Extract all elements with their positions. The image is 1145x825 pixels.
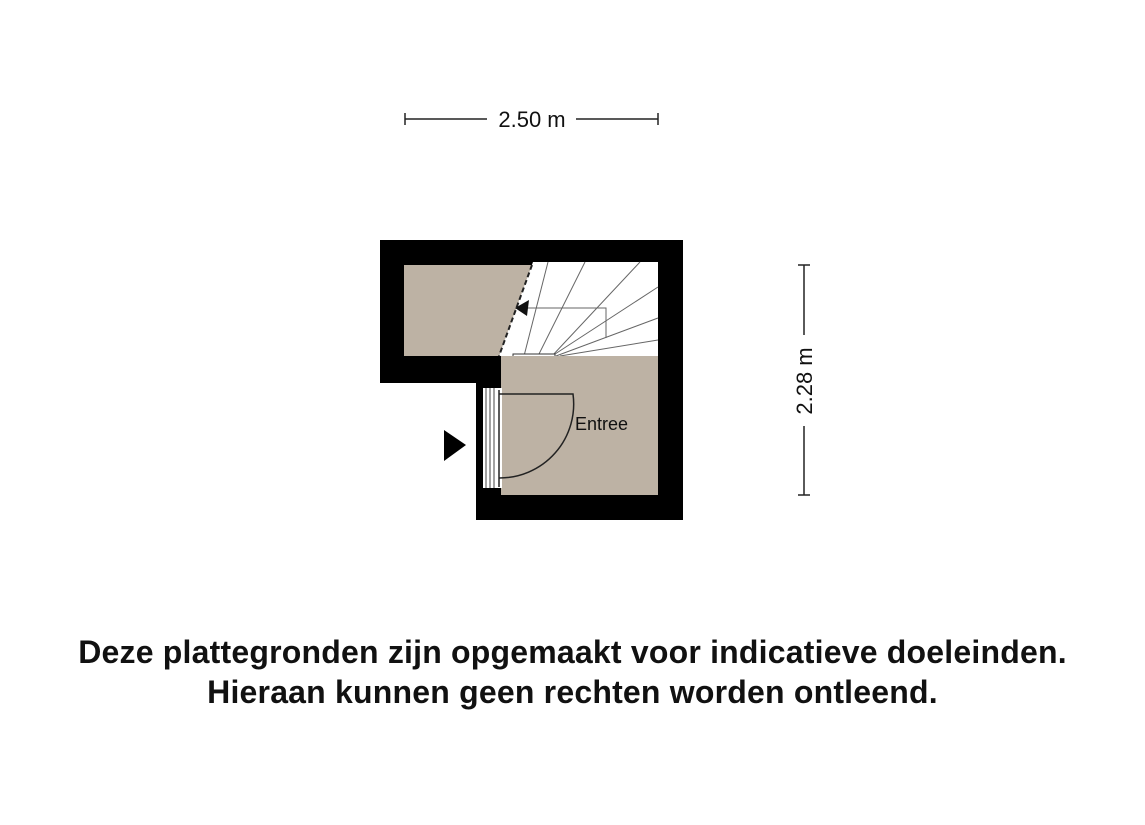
width-dimension-label: 2.50 m	[498, 107, 566, 132]
depth-dimension	[792, 265, 817, 495]
entree-room-label: Entree	[575, 414, 629, 434]
width-dimension	[405, 107, 658, 132]
entrance-triangle-icon	[444, 430, 466, 461]
depth-dimension-label: 2.28 m	[792, 347, 817, 415]
disclaimer-line-2: Hieraan kunnen geen rechten worden ontleend.	[207, 674, 938, 710]
disclaimer-line-1: Deze plattegronden zijn opgemaakt voor indicatieve doeleinden.	[78, 634, 1067, 670]
